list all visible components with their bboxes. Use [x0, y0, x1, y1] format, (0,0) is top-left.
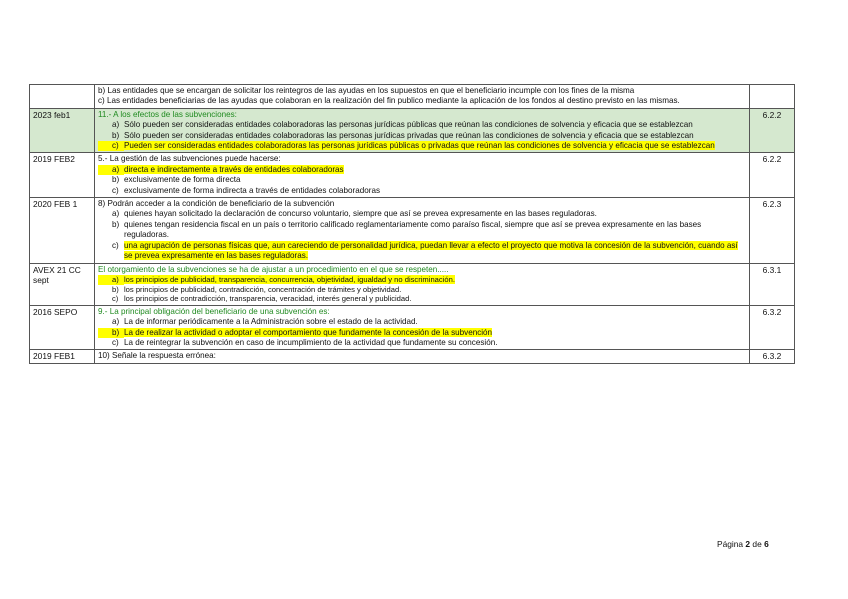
question-title: 5.- La gestión de las subvenciones puede hacerse:	[98, 154, 281, 164]
question-title: 11.- A los efectos de las subvenciones:	[98, 109, 237, 119]
table-row	[30, 85, 795, 109]
option-c: c) exclusivamente de forma indirecta a través de entidades colaboradoras	[112, 185, 380, 195]
source-cell: 2023 feb1	[30, 108, 95, 153]
continuation-option-c: c) Las entidades beneficiarias de las ayudas que colaboran en la realización del fin publico mediante la aplicación de los fondos al destino previsto en las mismas.	[98, 96, 680, 106]
question-title: 8) Podrán acceder a la condición de beneficiario de la subvención	[98, 199, 335, 209]
source-cell	[30, 85, 95, 109]
source-cell: 2019 FEB2	[30, 153, 95, 198]
questions-table	[29, 84, 795, 364]
table-row	[30, 108, 795, 153]
option-c-correct: c) una agrupación de personas físicas que, aun careciendo de personalidad jurídica, puedan llevar a efecto el proyecto que motiva la concesión de la subvención, cuando así se prevea expresamente en las bases reguladoras.	[112, 240, 738, 261]
code-cell: 6.2.2	[750, 108, 795, 153]
option-b-correct: b) La de realizar la actividad o adoptar el comportamiento que fundamente la concesión de la subvención	[98, 328, 746, 338]
continuation-option-b: b) Las entidades que se encargan de solicitar los reintegros de las ayudas en los supuestos en que el beneficiario incumple con los fines de la misma	[98, 86, 635, 95]
option-b: b) Sólo pueden ser consideradas entidades colaboradoras las personas jurídicas privadas que reúnan las condiciones de solvencia y eficacia que se establezcan	[112, 130, 694, 140]
option-b: b) los principios de publicidad, contradicción, concentración de trámites y objetividad.	[112, 284, 402, 294]
question-title: El otorgamiento de la subvenciones se ha de ajustar a un procedimiento en el que se respeten.....	[98, 264, 449, 274]
question-cell	[95, 263, 750, 305]
source-cell: 2019 FEB1	[30, 350, 95, 363]
question-cell	[95, 198, 750, 263]
option-a: a) quienes hayan solicitado la declaración de concurso voluntario, siempre que así se prevea expresamente en las bases reguladoras.	[112, 209, 597, 219]
code-cell: 6.2.3	[750, 198, 795, 263]
table-row	[30, 350, 795, 363]
source-cell: 2020 FEB 1	[30, 198, 95, 263]
option-c-correct: c) Pueden ser consideradas entidades colaboradoras las personas jurídicas públicas o privadas que reúnan las condiciones de solvencia y eficacia que se establezcan	[98, 141, 746, 151]
table-row	[30, 305, 795, 350]
question-cell	[95, 108, 750, 153]
question-title: 9.- La principal obligación del beneficiario de una subvención es:	[98, 306, 330, 316]
option-b: b) exclusivamente de forma directa	[112, 175, 241, 185]
source-cell: AVEX 21 CC sept	[30, 263, 95, 305]
option-a: a) La de informar periódicamente a la Administración sobre el estado de la actividad.	[112, 317, 418, 327]
code-cell: 6.3.2	[750, 350, 795, 363]
code-cell: 6.3.2	[750, 305, 795, 350]
option-a: a) Sólo pueden ser consideradas entidades colaboradoras las personas jurídicas públicas que reúnan las condiciones de solvencia y eficacia que se establezcan	[112, 120, 693, 130]
code-cell	[750, 85, 795, 109]
option-b: b) quienes tengan residencia fiscal en un país o territorio calificado reglamentariamente como paraíso fiscal, siempre que así se prevea expresamente en las bases reguladoras.	[112, 219, 702, 240]
table-row	[30, 263, 795, 305]
page-number: Página 2 de 6	[717, 539, 769, 549]
question-cell	[95, 350, 750, 363]
table-row	[30, 153, 795, 198]
question-cell	[95, 153, 750, 198]
option-c: c) los principios de contradicción, transparencia, veracidad, interés general y publicidad.	[112, 294, 412, 304]
code-cell: 6.2.2	[750, 153, 795, 198]
table-row	[30, 198, 795, 263]
question-cell	[95, 305, 750, 350]
option-a-correct: a) los principios de publicidad, transparencia, concurrencia, objetividad, igualdad y no discriminación.	[98, 275, 746, 285]
code-cell: 6.3.1	[750, 263, 795, 305]
question-title: 10) Señale la respuesta errónea:	[98, 351, 216, 361]
option-a-correct: a) directa e indirectamente a través de entidades colaboradoras	[98, 165, 746, 175]
source-cell: 2016 SEPO	[30, 305, 95, 350]
question-cell	[95, 85, 750, 109]
option-c: c) La de reintegrar la subvención en caso de incumplimiento de la actividad que fundamente su concesión.	[112, 337, 498, 347]
